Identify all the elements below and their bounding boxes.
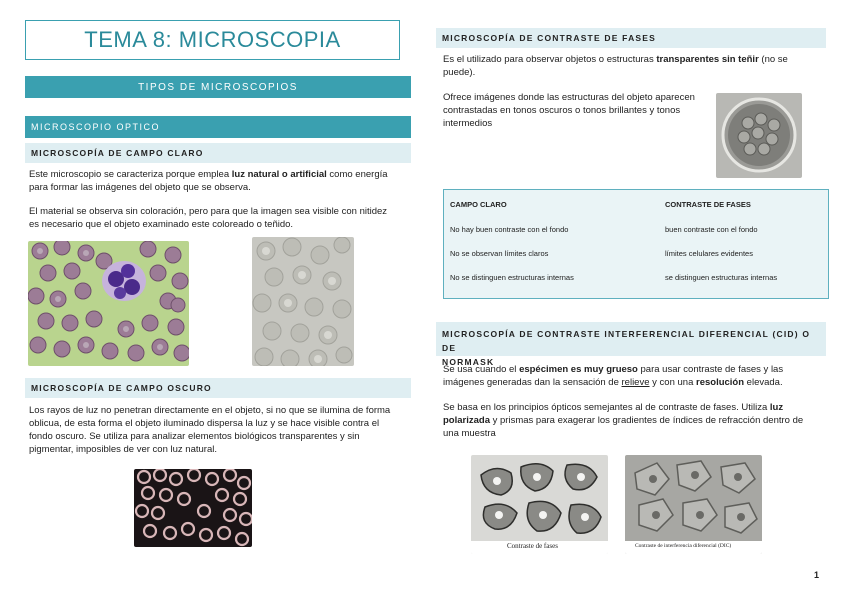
campo-oscuro-p1-text: Los rayos de luz no penetran directamente en el objeto, si no que se ilumina de forma oblicua, de esta forma el objeto iluminado dispersa la luz y se hace visible contra el fondo oscuro. Se utiliza para analizar elementos biológicos transparentes y sin pigmentar, imposibles de ver con luz natural. xyxy=(29,405,391,455)
cid-paragraph-1 xyxy=(443,363,823,389)
table-cell: No se observan límites claros xyxy=(450,249,549,258)
subsection-header-optico-text: MICROSCOPIO OPTICO xyxy=(31,122,161,132)
campo-claro-paragraph-1 xyxy=(29,168,399,194)
page-number: 1 xyxy=(814,570,820,580)
heading-contraste-fases xyxy=(436,28,826,48)
table-header-campo-claro: CAMPO CLARO xyxy=(450,200,507,209)
dark-field-image xyxy=(134,469,252,547)
table-cell: No se distinguen estructuras internas xyxy=(450,273,574,282)
cid-p1-underline: relieve xyxy=(621,377,650,388)
table-cell: límites celulares evidentes xyxy=(665,249,753,258)
heading-campo-oscuro-text: MICROSCOPÍA DE CAMPO OSCURO xyxy=(31,383,212,393)
cid-p1-c: para usar contraste de fases y las imágenes generadas dan la sensación de xyxy=(443,364,784,388)
cid-paragraph-2 xyxy=(443,401,821,440)
campo-claro-paragraph-2 xyxy=(29,205,399,231)
contraste-fases-p1-c: (no se puede). xyxy=(443,54,788,78)
cid-p1-a: Se usa cuando el xyxy=(443,364,520,375)
heading-contraste-fases-text: MICROSCOPÍA DE CONTRASTE DE FASES xyxy=(442,33,657,43)
contraste-fases-p1-bold: transparentes sin teñir xyxy=(656,54,759,65)
contraste-fases-paragraph-1 xyxy=(443,53,821,79)
cid-p1-e: y con una xyxy=(649,377,696,388)
heading-cid xyxy=(436,322,826,367)
section-header-tipos xyxy=(25,76,411,98)
campo-claro-p1-bold: luz natural o artificial xyxy=(231,169,327,180)
dic-cells-image xyxy=(625,455,762,554)
heading-cid-line-2: NORMASK xyxy=(442,357,495,367)
phase-contrast-cell-image xyxy=(716,93,802,178)
campo-claro-p2-text: El material se observa sin coloración, pero para que la imagen sea visible con nitidez es necesario que el objeto examinado este coloreado o teñido. xyxy=(29,206,388,230)
cid-p2-bold: luz polarizada xyxy=(443,402,784,426)
heading-campo-claro xyxy=(25,143,411,163)
phase-contrast-cells-image xyxy=(471,455,608,554)
section-header-tipos-text: TIPOS DE MICROSCOPIOS xyxy=(138,81,298,93)
heading-cid-line-1: MICROSCOPÍA DE CONTRASTE INTERFERENCIAL DIFERENCIAL (CID) O DE xyxy=(442,329,811,353)
subsection-header-optico xyxy=(25,116,411,138)
comparison-table xyxy=(443,189,829,299)
campo-claro-p1-a: Este microscopio se caracteriza porque emplea xyxy=(29,169,232,180)
cid-p2-a: Se basa en los principios ópticos semejantes al de contraste de fases. Utiliza xyxy=(443,402,770,413)
contraste-fases-p2-text: Ofrece imágenes donde las estructuras del objeto aparecen contrastadas en tonos oscuros o tonos brillantes y tonos intermedios xyxy=(443,92,695,129)
page-title xyxy=(25,20,400,60)
unstained-cells-image xyxy=(252,237,354,366)
campo-oscuro-paragraph xyxy=(29,404,401,456)
contraste-fases-paragraph-2 xyxy=(443,91,711,130)
campo-claro-p1-c: como energía para formar las imágenes del objeto que se observa. xyxy=(29,169,388,193)
contraste-fases-p1-a: Es el utilizado para observar objetos o estructuras xyxy=(443,54,657,65)
page-title-text: TEMA 8: MICROSCOPIA xyxy=(84,27,341,52)
cid-p1-bold: espécimen es muy grueso xyxy=(519,364,638,375)
cid-p1-bold-2: resolución xyxy=(696,377,745,388)
heading-campo-claro-text: MICROSCOPÍA DE CAMPO CLARO xyxy=(31,148,204,158)
table-cell: No hay buen contraste con el fondo xyxy=(450,225,569,234)
table-cell: buen contraste con el fondo xyxy=(665,225,758,234)
table-cell: se distinguen estructuras internas xyxy=(665,273,778,282)
cid-p2-c: y prismas para exagerar los gradientes de índices de refracción dentro de una muestra xyxy=(443,415,804,439)
cid-p1-g: elevada. xyxy=(744,377,783,388)
caption-contraste-fases: Contraste de fases xyxy=(507,542,558,550)
table-header-contraste-fases: CONTRASTE DE FASES xyxy=(665,200,751,209)
heading-campo-oscuro xyxy=(25,378,411,398)
caption-dic: Contraste de interferencia diferencial (DIC) xyxy=(635,543,732,549)
blood-smear-image xyxy=(28,241,189,366)
